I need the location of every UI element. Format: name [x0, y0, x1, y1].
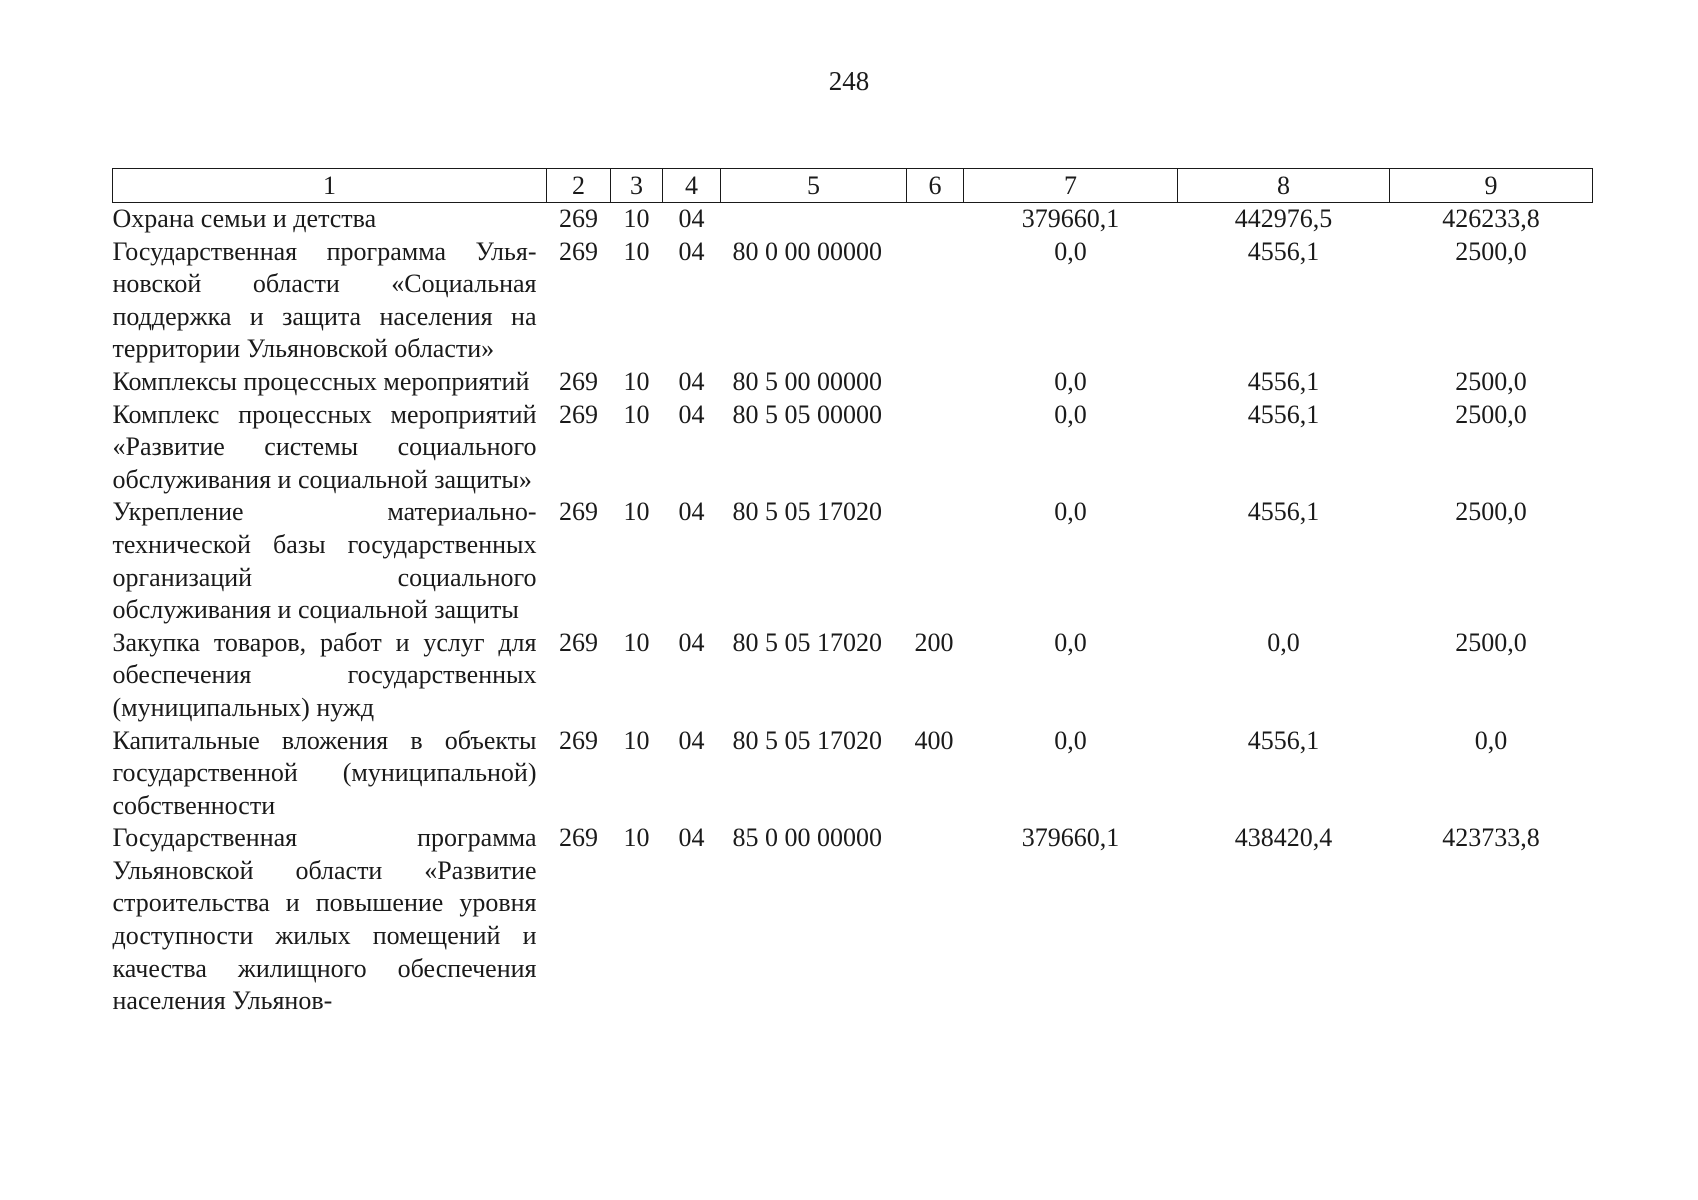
- cell-grbs: 269: [559, 627, 598, 657]
- cell-amount-col8: 4556,1: [1247, 399, 1320, 429]
- table-row: [113, 399, 1593, 497]
- cell-target-article: [721, 203, 907, 236]
- cell-expense-type: [907, 822, 964, 1018]
- cell-expense-type: [907, 203, 964, 236]
- cell-amount-col7: 0,0: [1054, 627, 1087, 657]
- row-name: Охрана семьи и детства: [112, 204, 377, 233]
- table-row: [113, 725, 1593, 823]
- table-row: [113, 496, 1593, 626]
- cell-expense-type: [907, 236, 964, 366]
- table-row: [113, 236, 1593, 366]
- cell-grbs: 269: [559, 399, 598, 429]
- cell-amount-col7: 379660,1: [1021, 823, 1120, 853]
- cell-grbs: 269: [559, 725, 598, 755]
- cell-expense-type: [907, 399, 964, 497]
- row-name: Государственная программа Ульяновской области «Социальная поддержка и защита населения на территории Ульяновской области»: [112, 236, 537, 364]
- cell-subsection: 04: [678, 236, 705, 266]
- row-name: Комплексы процессных мероприятий: [112, 366, 530, 396]
- row-name: Государственная программа Ульяновской области «Развитие строительства и повышение уровня доступности жилых помещений и качества жилищного обеспечения населения Ульянов-: [112, 823, 537, 1016]
- cell-grbs: 269: [559, 236, 598, 266]
- cell-amount-col7: 0,0: [1054, 725, 1087, 755]
- cell-target-article: 80 5 05 17020: [732, 497, 882, 527]
- cell-target-article: 80 5 05 17020: [732, 725, 882, 755]
- row-name: Укрепление материально-технической базы государственных организаций социального обслуживания и социальной защиты: [112, 497, 537, 625]
- cell-section: 10: [623, 627, 650, 657]
- cell-target-article: 85 0 00 00000: [732, 823, 882, 853]
- cell-amount-col7: 0,0: [1054, 399, 1087, 429]
- cell-target-article: 80 5 05 00000: [732, 399, 882, 429]
- table-row: [113, 203, 1593, 236]
- cell-amount-col8: 4556,1: [1247, 236, 1320, 266]
- table-row: [113, 627, 1593, 725]
- cell-grbs: 269: [559, 204, 598, 233]
- cell-section: 10: [623, 399, 650, 429]
- header-row: [113, 169, 1593, 203]
- cell-subsection: 04: [678, 204, 705, 233]
- cell-grbs: 269: [559, 823, 598, 853]
- cell-amount-col7: 0,0: [1054, 497, 1087, 527]
- cell-amount-col8: 4556,1: [1247, 725, 1320, 755]
- cell-subsection: 04: [678, 725, 705, 755]
- page-number: 248: [828, 66, 870, 96]
- column-header-3: 3: [611, 169, 663, 203]
- cell-amount-col8: 438420,4: [1234, 823, 1333, 853]
- column-header-7: 7: [964, 169, 1178, 203]
- row-name: Закупка товаров, работ и услуг для обеспечения государственных (муниципальных) нужд: [112, 627, 537, 722]
- cell-amount-col9: 2500,0: [1455, 497, 1527, 527]
- column-header-6: 6: [907, 169, 964, 203]
- cell-amount-col9: 2500,0: [1455, 236, 1527, 266]
- cell-subsection: 04: [678, 497, 705, 527]
- cell-section: 10: [623, 497, 650, 527]
- row-name: Комплекс процессных мероприятий «Развитие системы социального обслуживания и социальной защиты»: [112, 399, 537, 494]
- cell-section: 10: [623, 725, 650, 755]
- cell-section: 10: [623, 366, 650, 396]
- cell-amount-col9: 2500,0: [1455, 627, 1527, 657]
- cell-subsection: 04: [678, 823, 705, 853]
- cell-subsection: 04: [678, 399, 705, 429]
- cell-target-article: 80 5 05 17020: [732, 627, 882, 657]
- cell-amount-col9: 426233,8: [1442, 204, 1540, 233]
- cell-expense-type: 400: [914, 725, 954, 755]
- cell-amount-col9: 2500,0: [1455, 366, 1527, 396]
- cell-section: 10: [623, 204, 650, 233]
- column-header-2: 2: [547, 169, 611, 203]
- column-header-8: 8: [1178, 169, 1390, 203]
- cell-amount-col8: 4556,1: [1247, 497, 1320, 527]
- table-row: [113, 366, 1593, 399]
- cell-section: 10: [623, 236, 650, 266]
- cell-amount-col9: 423733,8: [1442, 823, 1540, 853]
- cell-amount-col9: 0,0: [1474, 725, 1508, 755]
- cell-amount-col8: 4556,1: [1247, 366, 1320, 396]
- cell-grbs: 269: [559, 497, 598, 527]
- cell-section: 10: [623, 823, 650, 853]
- column-header-1: 1: [113, 169, 547, 203]
- cell-amount-col7: 379660,1: [1021, 204, 1120, 233]
- column-header-4: 4: [663, 169, 721, 203]
- cell-expense-type: 200: [914, 627, 954, 657]
- column-header-9: 9: [1390, 169, 1593, 203]
- row-name: Капитальные вложения в объекты государственной (муниципальной) собственности: [112, 725, 537, 820]
- cell-expense-type: [907, 496, 964, 626]
- cell-target-article: 80 5 00 00000: [732, 366, 882, 396]
- cell-amount-col7: 0,0: [1054, 236, 1087, 266]
- table-body: [113, 203, 1593, 1018]
- cell-amount-col7: 0,0: [1054, 366, 1087, 396]
- cell-subsection: 04: [678, 366, 705, 396]
- budget-table: [112, 168, 1593, 1018]
- cell-subsection: 04: [678, 627, 705, 657]
- column-header-5: 5: [721, 169, 907, 203]
- cell-target-article: 80 0 00 00000: [732, 236, 882, 266]
- cell-amount-col9: 2500,0: [1455, 399, 1527, 429]
- table-row: [113, 822, 1593, 1018]
- cell-amount-col8: 442976,5: [1234, 204, 1333, 233]
- cell-grbs: 269: [559, 366, 598, 396]
- cell-expense-type: [907, 366, 964, 399]
- cell-amount-col8: 0,0: [1267, 627, 1300, 657]
